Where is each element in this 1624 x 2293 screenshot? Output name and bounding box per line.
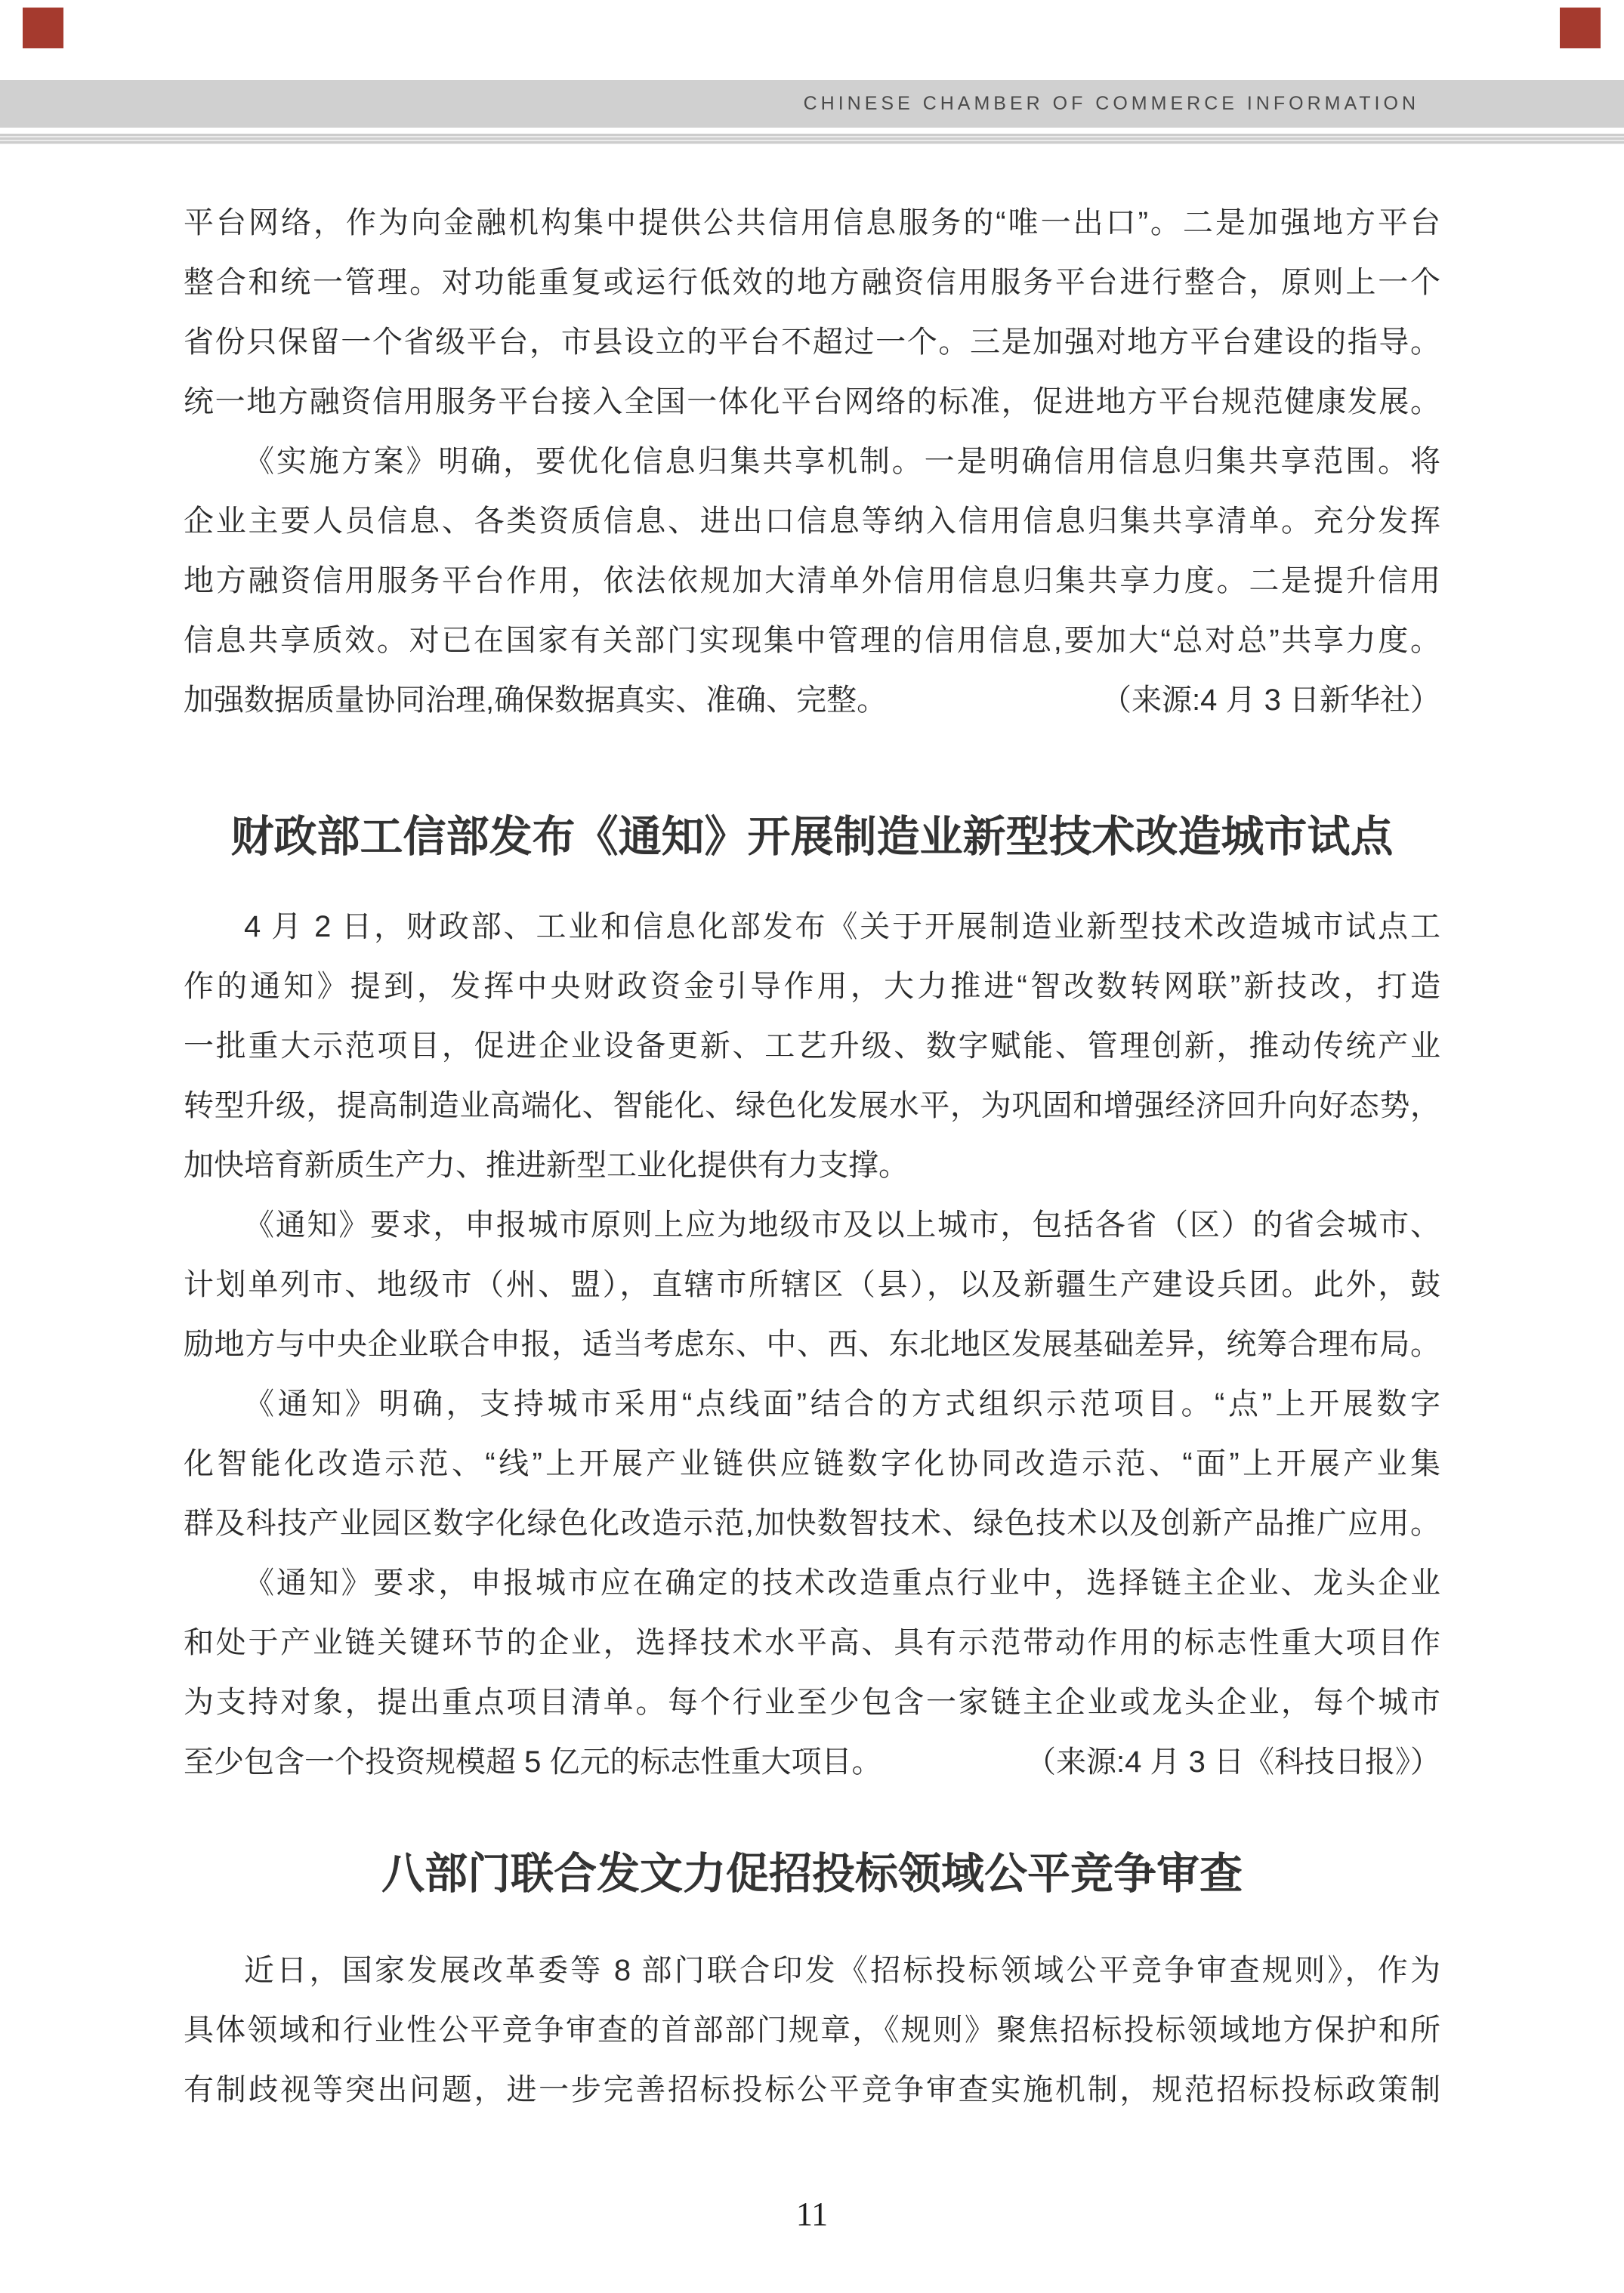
text-line: 一批重大示范项目，促进企业设备更新、工艺升级、数字赋能、管理创新，推动传统产业 [184, 1029, 1440, 1063]
text-line: 平台网络，作为向金融机构集中提供公共信用信息服务的“唯一出口”。二是加强地方平台 [184, 206, 1440, 239]
corner-red-square-left [23, 8, 63, 48]
header-stripe-rule [0, 134, 1624, 144]
text-line: 企业主要人员信息、各类资质信息、进出口信息等纳入信用信息归集共享清单。充分发挥 [184, 505, 1440, 538]
text-line: 转型升级，提高制造业高端化、智能化、绿色化发展水平，为巩固和增强经济回升向好态势， [184, 1089, 1440, 1122]
article-continuation-paragraphs [184, 193, 1440, 730]
line-text: 至少包含一个投资规模超 5 亿元的标志性重大项目。 [184, 1745, 882, 1779]
header-band [0, 80, 1624, 128]
text-line: 《通知》要求，申报城市原则上应为地级市及以上城市，包括各省（区）的省会城市、 [244, 1208, 1440, 1242]
text-line [184, 671, 1440, 730]
article-heading-tech-upgrade-pilot: 财政部工信部发布《通知》开展制造业新型技术改造城市试点 [230, 813, 1394, 861]
page-number: 11 [795, 2196, 829, 2233]
text-line: 和处于产业链关键环节的企业，选择技术水平高、具有示范带动作用的标志性重大项目作 [184, 1626, 1440, 1659]
text-line: 近日，国家发展改革委等 8 部门联合印发《招标投标领域公平竞争审查规则》，作为 [244, 1954, 1440, 1987]
corner-red-square-right [1560, 8, 1601, 48]
text-line: 《通知》明确，支持城市采用“点线面”结合的方式组织示范项目。“点”上开展数字 [244, 1387, 1440, 1421]
text-line: 励地方与中央企业联合申报，适当考虑东、中、西、东北地区发展基础差异，统筹合理布局。 [184, 1328, 1440, 1361]
article-heading-bidding-fair-competition: 八部门联合发文力促招投标领域公平竞争审查 [381, 1850, 1243, 1898]
text-line: 《通知》要求，申报城市应在确定的技术改造重点行业中，选择链主企业、龙头企业 [244, 1566, 1440, 1600]
text-line: 作的通知》提到，发挥中央财政资金引导作用，大力推进“智改数转网联”新技改，打造 [184, 970, 1440, 1003]
text-line: 有制歧视等突出问题，进一步完善招标投标公平竞争审查实施机制，规范招标投标政策制 [184, 2073, 1440, 2106]
text-line: 整合和统一管理。对功能重复或运行低效的地方融资信用服务平台进行整合，原则上一个 [184, 266, 1440, 299]
text-line: 为支持对象，提出重点项目清单。每个行业至少包含一家链主企业或龙头企业，每个城市 [184, 1686, 1440, 1719]
header-banner-text: CHINESE CHAMBER OF COMMERCE INFORMATION [803, 93, 1419, 114]
text-line: 统一地方融资信用服务平台接入全国一体化平台网络的标准，促进地方平台规范健康发展。 [184, 385, 1440, 418]
text-line: 信息共享质效。对已在国家有关部门实现集中管理的信用信息,要加大“总对总”共享力度。 [184, 624, 1440, 657]
text-line: 4 月 2 日，财政部、工业和信息化部发布《关于开展制造业新型技术改造城市试点工 [244, 910, 1440, 943]
article-bidding-paragraphs [184, 1941, 1440, 2120]
line-text: 加强数据质量协同治理,确保数据真实、准确、完整。 [184, 684, 888, 717]
text-line [184, 1733, 1440, 1792]
text-line: 具体领域和行业性公平竞争审查的首部部门规章，《规则》聚焦招标投标领域地方保护和所 [184, 2014, 1440, 2047]
text-line: 省份只保留一个省级平台，市县设立的平台不超过一个。三是加强对地方平台建设的指导。 [184, 326, 1440, 359]
text-line: 加快培育新质生产力、推进新型工业化提供有力支撑。 [184, 1149, 909, 1182]
source-attribution: （来源:4 月 3 日新华社） [1101, 684, 1440, 717]
article-tech-upgrade-paragraphs [184, 897, 1440, 1792]
source-attribution: （来源:4 月 3 日《科技日报》） [1026, 1745, 1440, 1779]
text-line: 群及科技产业园区数字化绿色化改造示范,加快数智技术、绿色技术以及创新产品推广应用。 [184, 1507, 1440, 1540]
text-line: 《实施方案》明确，要优化信息归集共享机制。一是明确信用信息归集共享范围。将 [244, 445, 1440, 478]
text-line: 计划单列市、地级市（州、盟），直辖市所辖区（县），以及新疆生产建设兵团。此外，鼓 [184, 1268, 1440, 1301]
text-line: 地方融资信用服务平台作用，依法依规加大清单外信用信息归集共享力度。二是提升信用 [184, 564, 1440, 597]
text-line: 化智能化改造示范、“线”上开展产业链供应链数字化协同改造示范、“面”上开展产业集 [184, 1447, 1440, 1480]
